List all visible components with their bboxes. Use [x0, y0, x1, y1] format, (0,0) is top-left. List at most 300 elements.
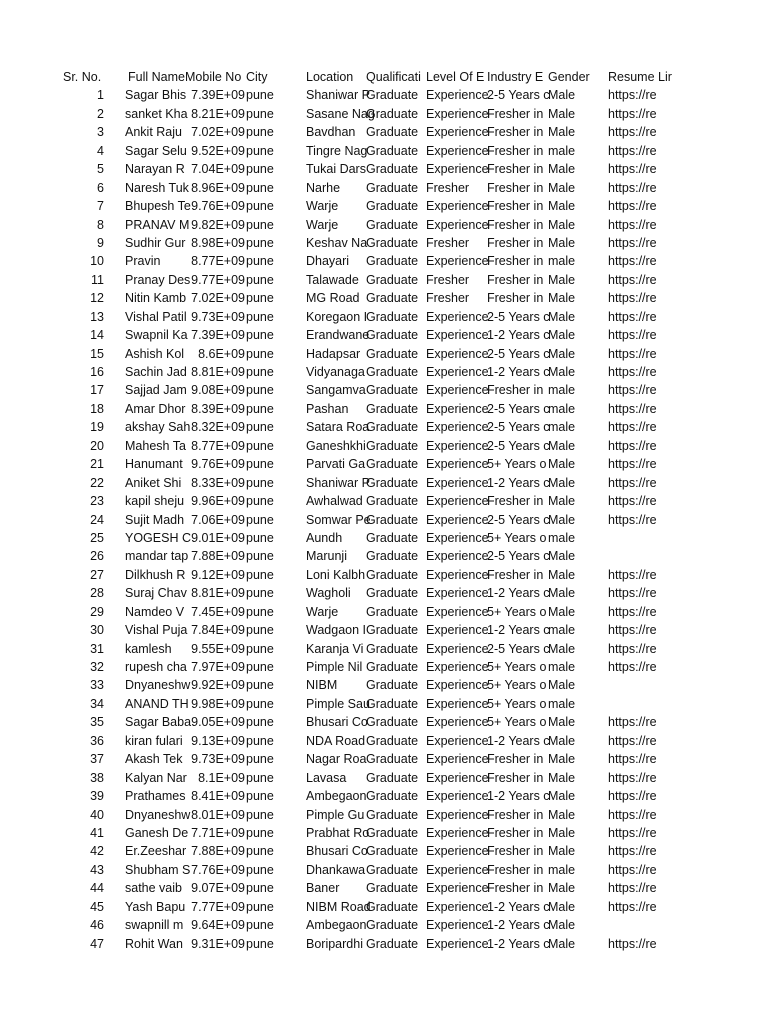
cell-qualification[interactable]: Graduate: [366, 770, 419, 785]
cell-mobile-no[interactable]: 7.77E+09: [191, 899, 245, 914]
cell-full-name[interactable]: Naresh Tuk: [125, 180, 189, 195]
cell-level-of-experience[interactable]: Fresher: [426, 235, 470, 250]
cell-industry-experience[interactable]: 2-5 Years c: [487, 549, 550, 564]
cell-resume-link[interactable]: https://re: [608, 272, 657, 287]
cell-location[interactable]: Nagar Roa: [306, 752, 367, 767]
cell-gender[interactable]: male: [548, 623, 576, 638]
cell-gender[interactable]: Male: [548, 549, 576, 564]
cell-gender[interactable]: Male: [548, 475, 576, 490]
cell-level-of-experience[interactable]: Fresher: [426, 180, 470, 195]
cell-qualification[interactable]: Graduate: [366, 862, 419, 877]
cell-city[interactable]: pune: [246, 291, 274, 306]
cell-city[interactable]: pune: [246, 936, 274, 951]
cell-level-of-experience[interactable]: Experience: [426, 494, 489, 509]
cell-location[interactable]: Boripardhi: [306, 936, 363, 951]
cell-resume-link[interactable]: https://re: [608, 346, 657, 361]
cell-location[interactable]: Parvati Ga: [306, 457, 366, 472]
cell-location[interactable]: Tukai Dars: [306, 162, 366, 177]
cell-location[interactable]: Erandwane: [306, 328, 370, 343]
cell-qualification[interactable]: Graduate: [366, 420, 419, 435]
cell-location[interactable]: Ambegaon: [306, 918, 367, 933]
cell-mobile-no[interactable]: 8.21E+09: [191, 106, 245, 121]
cell-level-of-experience[interactable]: Experience: [426, 604, 489, 619]
cell-city[interactable]: pune: [246, 567, 274, 582]
cell-industry-experience[interactable]: 5+ Years o: [487, 696, 547, 711]
cell-location[interactable]: Loni Kalbh: [306, 567, 366, 582]
cell-gender[interactable]: male: [548, 696, 576, 711]
cell-resume-link[interactable]: https://re: [608, 383, 657, 398]
cell-qualification[interactable]: Graduate: [366, 106, 419, 121]
cell-level-of-experience[interactable]: Experience: [426, 899, 489, 914]
cell-mobile-no[interactable]: 9.76E+09: [191, 457, 245, 472]
cell-full-name[interactable]: Aniket Shi: [125, 475, 182, 490]
cell-city[interactable]: pune: [246, 752, 274, 767]
cell-mobile-no[interactable]: 8.77E+09: [191, 254, 245, 269]
cell-sr-no[interactable]: 31: [90, 641, 104, 656]
cell-full-name[interactable]: Sujit Madh: [125, 512, 185, 527]
cell-location[interactable]: NIBM Road: [306, 899, 371, 914]
cell-level-of-experience[interactable]: Experience: [426, 328, 489, 343]
cell-gender[interactable]: male: [548, 530, 576, 545]
cell-sr-no[interactable]: 4: [97, 143, 104, 158]
cell-resume-link[interactable]: https://re: [608, 807, 657, 822]
cell-mobile-no[interactable]: 9.98E+09: [191, 696, 245, 711]
cell-sr-no[interactable]: 40: [90, 807, 104, 822]
cell-resume-link[interactable]: https://re: [608, 162, 657, 177]
cell-mobile-no[interactable]: 7.02E+09: [191, 291, 245, 306]
cell-location[interactable]: Awhalwad: [306, 494, 363, 509]
cell-level-of-experience[interactable]: Experience: [426, 401, 489, 416]
cell-mobile-no[interactable]: 9.82E+09: [191, 217, 245, 232]
cell-resume-link[interactable]: https://re: [608, 825, 657, 840]
cell-full-name[interactable]: Namdeo V: [125, 604, 185, 619]
cell-gender[interactable]: male: [548, 401, 576, 416]
cell-location[interactable]: Somwar Pe: [306, 512, 371, 527]
cell-location[interactable]: Pimple Nil: [306, 660, 363, 674]
cell-gender[interactable]: Male: [548, 88, 576, 103]
cell-resume-link[interactable]: https://re: [608, 254, 657, 269]
cell-resume-link[interactable]: https://re: [608, 291, 657, 306]
cell-qualification[interactable]: Graduate: [366, 346, 419, 361]
cell-industry-experience[interactable]: 1-2 Years c: [487, 623, 550, 638]
cell-level-of-experience[interactable]: Experience: [426, 918, 489, 933]
cell-gender[interactable]: Male: [548, 733, 576, 748]
cell-resume-link[interactable]: https://re: [608, 309, 657, 324]
cell-level-of-experience[interactable]: Experience: [426, 143, 489, 158]
cell-mobile-no[interactable]: 9.12E+09: [191, 567, 245, 582]
cell-gender[interactable]: Male: [548, 844, 576, 859]
cell-mobile-no[interactable]: 9.55E+09: [191, 641, 245, 656]
cell-mobile-no[interactable]: 8.32E+09: [191, 420, 245, 435]
cell-qualification[interactable]: Graduate: [366, 733, 419, 748]
cell-sr-no[interactable]: 2: [97, 106, 104, 121]
cell-sr-no[interactable]: 39: [90, 789, 104, 804]
cell-mobile-no[interactable]: 9.73E+09: [191, 309, 245, 324]
cell-city[interactable]: pune: [246, 862, 274, 877]
cell-location[interactable]: Sangamva: [306, 383, 366, 398]
cell-industry-experience[interactable]: 5+ Years o: [487, 660, 547, 674]
cell-gender[interactable]: Male: [548, 678, 576, 693]
cell-location[interactable]: Vidyanaga: [306, 365, 365, 379]
cell-industry-experience[interactable]: 1-2 Years c: [487, 586, 550, 601]
cell-city[interactable]: pune: [246, 217, 274, 232]
cell-sr-no[interactable]: 44: [90, 881, 104, 896]
cell-location[interactable]: Wadgaon I: [306, 623, 366, 638]
cell-city[interactable]: pune: [246, 789, 274, 804]
cell-city[interactable]: pune: [246, 420, 274, 435]
cell-sr-no[interactable]: 22: [90, 475, 104, 490]
cell-resume-link[interactable]: https://re: [608, 457, 657, 472]
cell-city[interactable]: pune: [246, 623, 274, 638]
cell-full-name[interactable]: Mahesh Ta: [125, 438, 186, 453]
cell-level-of-experience[interactable]: Experience: [426, 254, 489, 269]
cell-city[interactable]: pune: [246, 825, 274, 840]
cell-qualification[interactable]: Graduate: [366, 660, 419, 674]
cell-resume-link[interactable]: https://re: [608, 235, 657, 250]
cell-mobile-no[interactable]: 9.76E+09: [191, 199, 245, 214]
cell-qualification[interactable]: Graduate: [366, 383, 419, 398]
cell-resume-link[interactable]: https://re: [608, 936, 657, 951]
cell-industry-experience[interactable]: 5+ Years o: [487, 457, 547, 472]
cell-industry-experience[interactable]: 2-5 Years c: [487, 401, 550, 416]
cell-sr-no[interactable]: 3: [97, 125, 104, 140]
cell-sr-no[interactable]: 34: [90, 696, 104, 711]
cell-gender[interactable]: Male: [548, 346, 576, 361]
cell-city[interactable]: pune: [246, 660, 274, 674]
cell-sr-no[interactable]: 25: [90, 530, 104, 545]
cell-mobile-no[interactable]: 7.97E+09: [191, 660, 245, 674]
cell-full-name[interactable]: rupesh cha: [125, 660, 187, 674]
cell-gender[interactable]: Male: [548, 162, 576, 177]
cell-city[interactable]: pune: [246, 199, 274, 214]
cell-resume-link[interactable]: https://re: [608, 789, 657, 804]
cell-sr-no[interactable]: 45: [90, 899, 104, 914]
cell-industry-experience[interactable]: 1-2 Years c: [487, 475, 550, 490]
cell-city[interactable]: pune: [246, 530, 274, 545]
cell-location[interactable]: Lavasa: [306, 770, 347, 785]
cell-full-name[interactable]: Dnyaneshw: [125, 678, 191, 693]
cell-level-of-experience[interactable]: Experience: [426, 549, 489, 564]
cell-level-of-experience[interactable]: Fresher: [426, 291, 470, 306]
cell-qualification[interactable]: Graduate: [366, 438, 419, 453]
cell-sr-no[interactable]: 15: [90, 346, 104, 361]
cell-mobile-no[interactable]: 7.84E+09: [191, 623, 245, 638]
cell-sr-no[interactable]: 17: [90, 383, 104, 398]
cell-level-of-experience[interactable]: Experience: [426, 457, 489, 472]
cell-city[interactable]: pune: [246, 844, 274, 859]
cell-resume-link[interactable]: https://re: [608, 567, 657, 582]
cell-level-of-experience[interactable]: Experience: [426, 623, 489, 638]
cell-location[interactable]: Baner: [306, 881, 340, 896]
cell-level-of-experience[interactable]: Experience: [426, 106, 489, 121]
cell-city[interactable]: pune: [246, 162, 274, 177]
cell-industry-experience[interactable]: Fresher in: [487, 494, 544, 509]
cell-gender[interactable]: Male: [548, 604, 576, 619]
cell-gender[interactable]: Male: [548, 881, 576, 896]
cell-gender[interactable]: Male: [548, 494, 576, 509]
cell-level-of-experience[interactable]: Experience: [426, 789, 489, 804]
cell-gender[interactable]: Male: [548, 752, 576, 767]
cell-full-name[interactable]: kapil sheju: [125, 494, 185, 509]
cell-location[interactable]: Karanja Vi: [306, 641, 364, 656]
cell-sr-no[interactable]: 42: [90, 844, 104, 859]
cell-mobile-no[interactable]: 8.33E+09: [191, 475, 245, 490]
cell-resume-link[interactable]: https://re: [608, 88, 657, 103]
cell-qualification[interactable]: Graduate: [366, 88, 419, 103]
cell-location[interactable]: Satara Roa: [306, 420, 370, 435]
cell-gender[interactable]: male: [548, 254, 576, 269]
cell-mobile-no[interactable]: 9.96E+09: [191, 494, 245, 509]
cell-sr-no[interactable]: 28: [90, 586, 104, 601]
cell-qualification[interactable]: Graduate: [366, 825, 419, 840]
cell-full-name[interactable]: Sajjad Jam: [125, 383, 187, 398]
cell-mobile-no[interactable]: 8.77E+09: [191, 438, 245, 453]
cell-qualification[interactable]: Graduate: [366, 678, 419, 693]
cell-full-name[interactable]: sanket Kha: [125, 106, 188, 121]
cell-resume-link[interactable]: https://re: [608, 475, 657, 490]
cell-location[interactable]: Pimple Sau: [306, 696, 370, 711]
cell-full-name[interactable]: Akash Tek: [125, 752, 183, 767]
cell-resume-link[interactable]: https://re: [608, 420, 657, 435]
cell-industry-experience[interactable]: 2-5 Years c: [487, 512, 550, 527]
cell-resume-link[interactable]: https://re: [608, 401, 657, 416]
cell-sr-no[interactable]: 43: [90, 862, 104, 877]
cell-resume-link[interactable]: https://re: [608, 180, 657, 195]
cell-full-name[interactable]: Suraj Chav: [125, 586, 187, 601]
cell-qualification[interactable]: Graduate: [366, 623, 419, 638]
cell-mobile-no[interactable]: 9.07E+09: [191, 881, 245, 896]
cell-resume-link[interactable]: https://re: [608, 899, 657, 914]
cell-level-of-experience[interactable]: Experience: [426, 936, 489, 951]
cell-qualification[interactable]: Graduate: [366, 696, 419, 711]
cell-level-of-experience[interactable]: Experience: [426, 678, 489, 693]
cell-sr-no[interactable]: 26: [90, 549, 104, 564]
cell-gender[interactable]: Male: [548, 457, 576, 472]
cell-full-name[interactable]: Kalyan Nar: [125, 770, 187, 785]
cell-city[interactable]: pune: [246, 475, 274, 490]
cell-city[interactable]: pune: [246, 586, 274, 601]
cell-gender[interactable]: Male: [548, 641, 576, 656]
cell-resume-link[interactable]: https://re: [608, 715, 657, 730]
cell-gender[interactable]: Male: [548, 899, 576, 914]
cell-gender[interactable]: male: [548, 143, 576, 158]
cell-location[interactable]: MG Road: [306, 291, 360, 306]
cell-sr-no[interactable]: 18: [90, 401, 104, 416]
cell-gender[interactable]: Male: [548, 272, 576, 287]
cell-resume-link[interactable]: https://re: [608, 438, 657, 453]
cell-level-of-experience[interactable]: Experience: [426, 696, 489, 711]
cell-gender[interactable]: Male: [548, 180, 576, 195]
cell-sr-no[interactable]: 11: [91, 272, 104, 287]
cell-level-of-experience[interactable]: Experience: [426, 807, 489, 822]
cell-city[interactable]: pune: [246, 401, 274, 416]
cell-industry-experience[interactable]: 2-5 Years c: [487, 641, 550, 656]
cell-location[interactable]: NDA Road: [306, 733, 366, 748]
cell-sr-no[interactable]: 47: [90, 936, 104, 951]
cell-level-of-experience[interactable]: Experience: [426, 420, 489, 435]
cell-city[interactable]: pune: [246, 346, 274, 361]
cell-full-name[interactable]: mandar tap: [125, 549, 189, 564]
cell-full-name[interactable]: Shubham S: [125, 862, 191, 877]
cell-city[interactable]: pune: [246, 383, 274, 398]
cell-location[interactable]: Marunji: [306, 549, 347, 564]
cell-industry-experience[interactable]: Fresher in: [487, 272, 544, 287]
cell-city[interactable]: pune: [246, 715, 274, 730]
cell-industry-experience[interactable]: 5+ Years o: [487, 604, 547, 619]
cell-city[interactable]: pune: [246, 807, 274, 822]
cell-industry-experience[interactable]: 5+ Years o: [487, 530, 547, 545]
cell-location[interactable]: Dhankawa: [306, 862, 366, 877]
cell-mobile-no[interactable]: 9.08E+09: [191, 383, 245, 398]
cell-industry-experience[interactable]: 1-2 Years c: [487, 899, 550, 914]
cell-sr-no[interactable]: 29: [90, 604, 104, 619]
cell-industry-experience[interactable]: Fresher in: [487, 825, 544, 840]
cell-qualification[interactable]: Graduate: [366, 641, 419, 656]
cell-sr-no[interactable]: 6: [97, 180, 104, 195]
cell-city[interactable]: pune: [246, 678, 274, 693]
cell-resume-link[interactable]: https://re: [608, 641, 657, 656]
cell-full-name[interactable]: Sagar Baba: [125, 715, 192, 730]
cell-industry-experience[interactable]: Fresher in: [487, 844, 544, 859]
cell-resume-link[interactable]: https://re: [608, 365, 657, 379]
cell-full-name[interactable]: Narayan R: [125, 162, 185, 177]
cell-level-of-experience[interactable]: Experience: [426, 733, 489, 748]
cell-qualification[interactable]: Graduate: [366, 272, 419, 287]
cell-sr-no[interactable]: 36: [90, 733, 104, 748]
cell-resume-link[interactable]: https://re: [608, 844, 657, 859]
cell-industry-experience[interactable]: Fresher in: [487, 770, 544, 785]
cell-city[interactable]: pune: [246, 180, 274, 195]
cell-mobile-no[interactable]: 8.96E+09: [191, 180, 245, 195]
cell-full-name[interactable]: Nitin Kamb: [125, 291, 187, 306]
cell-qualification[interactable]: Graduate: [366, 217, 419, 232]
cell-gender[interactable]: Male: [548, 235, 576, 250]
cell-mobile-no[interactable]: 9.13E+09: [191, 733, 245, 748]
cell-sr-no[interactable]: 5: [97, 162, 104, 177]
cell-location[interactable]: Wagholi: [306, 586, 351, 601]
cell-industry-experience[interactable]: 1-2 Years c: [487, 918, 550, 933]
cell-full-name[interactable]: Vishal Patil: [125, 309, 187, 324]
cell-city[interactable]: pune: [246, 918, 274, 933]
cell-mobile-no[interactable]: 9.31E+09: [191, 936, 245, 951]
cell-location[interactable]: Talawade: [306, 272, 359, 287]
cell-qualification[interactable]: Graduate: [366, 254, 419, 269]
cell-gender[interactable]: Male: [548, 936, 576, 951]
cell-qualification[interactable]: Graduate: [366, 475, 419, 490]
cell-level-of-experience[interactable]: Experience: [426, 199, 489, 214]
cell-mobile-no[interactable]: 8.39E+09: [191, 401, 245, 416]
cell-resume-link[interactable]: https://re: [608, 770, 657, 785]
cell-location[interactable]: NIBM: [306, 678, 338, 693]
cell-industry-experience[interactable]: Fresher in: [487, 567, 544, 582]
cell-location[interactable]: Tingre Nag: [306, 143, 368, 158]
cell-city[interactable]: pune: [246, 770, 274, 785]
cell-city[interactable]: pune: [246, 254, 274, 269]
cell-gender[interactable]: male: [548, 383, 576, 398]
cell-mobile-no[interactable]: 8.01E+09: [191, 807, 245, 822]
cell-qualification[interactable]: Graduate: [366, 494, 419, 509]
cell-city[interactable]: pune: [246, 881, 274, 896]
cell-location[interactable]: Pimple Gu: [306, 807, 365, 822]
cell-resume-link[interactable]: https://re: [608, 881, 657, 896]
cell-qualification[interactable]: Graduate: [366, 604, 419, 619]
cell-mobile-no[interactable]: 8.98E+09: [191, 235, 245, 250]
cell-gender[interactable]: Male: [548, 328, 576, 343]
cell-industry-experience[interactable]: 1-2 Years c: [487, 789, 550, 804]
cell-full-name[interactable]: Ashish Kol: [125, 346, 185, 361]
cell-qualification[interactable]: Graduate: [366, 125, 419, 140]
cell-level-of-experience[interactable]: Experience: [426, 383, 489, 398]
cell-location[interactable]: Warje: [306, 199, 339, 214]
cell-industry-experience[interactable]: Fresher in: [487, 862, 544, 877]
cell-location[interactable]: Ganeshkhi: [306, 438, 366, 453]
cell-full-name[interactable]: Rohit Wan: [125, 936, 183, 951]
cell-full-name[interactable]: Dnyaneshw: [125, 807, 191, 822]
cell-industry-experience[interactable]: Fresher in: [487, 162, 544, 177]
cell-full-name[interactable]: Er.Zeeshar: [125, 844, 187, 859]
cell-qualification[interactable]: Graduate: [366, 235, 419, 250]
cell-full-name[interactable]: Pravin: [125, 254, 161, 269]
cell-city[interactable]: pune: [246, 733, 274, 748]
cell-industry-experience[interactable]: 2-5 Years c: [487, 438, 550, 453]
cell-full-name[interactable]: Sagar Selu: [125, 143, 187, 158]
cell-mobile-no[interactable]: 8.41E+09: [191, 789, 245, 804]
cell-resume-link[interactable]: https://re: [608, 660, 657, 674]
cell-industry-experience[interactable]: 1-2 Years c: [487, 936, 550, 951]
cell-location[interactable]: Dhayari: [306, 254, 350, 269]
cell-full-name[interactable]: Amar Dhor: [125, 401, 186, 416]
cell-gender[interactable]: Male: [548, 770, 576, 785]
cell-full-name[interactable]: kiran fulari: [125, 733, 183, 748]
cell-resume-link[interactable]: https://re: [608, 623, 657, 638]
cell-industry-experience[interactable]: 2-5 Years c: [487, 420, 550, 435]
cell-city[interactable]: pune: [246, 494, 274, 509]
cell-qualification[interactable]: Graduate: [366, 918, 419, 933]
cell-gender[interactable]: Male: [548, 825, 576, 840]
cell-industry-experience[interactable]: 1-2 Years c: [487, 328, 550, 343]
cell-qualification[interactable]: Graduate: [366, 401, 419, 416]
cell-full-name[interactable]: Sagar Bhis: [125, 88, 187, 103]
cell-sr-no[interactable]: 7: [97, 199, 104, 214]
cell-sr-no[interactable]: 12: [90, 291, 104, 306]
cell-mobile-no[interactable]: 7.88E+09: [191, 844, 245, 859]
cell-sr-no[interactable]: 27: [90, 567, 104, 582]
cell-gender[interactable]: Male: [548, 512, 576, 527]
cell-sr-no[interactable]: 35: [90, 715, 104, 730]
cell-city[interactable]: pune: [246, 899, 274, 914]
cell-full-name[interactable]: Prathames: [125, 789, 186, 804]
cell-full-name[interactable]: akshay Sah: [125, 420, 191, 435]
cell-level-of-experience[interactable]: Experience: [426, 309, 489, 324]
cell-level-of-experience[interactable]: Experience: [426, 844, 489, 859]
cell-qualification[interactable]: Graduate: [366, 530, 419, 545]
cell-mobile-no[interactable]: 7.76E+09: [191, 862, 245, 877]
cell-sr-no[interactable]: 9: [97, 235, 104, 250]
cell-location[interactable]: Narhe: [306, 180, 341, 195]
cell-sr-no[interactable]: 30: [90, 623, 104, 638]
cell-mobile-no[interactable]: 7.02E+09: [191, 125, 245, 140]
cell-city[interactable]: pune: [246, 604, 274, 619]
cell-mobile-no[interactable]: 8.6E+09: [198, 346, 245, 361]
cell-location[interactable]: Bhusari Co: [306, 715, 368, 730]
cell-full-name[interactable]: ANAND TH: [125, 696, 189, 711]
cell-sr-no[interactable]: 1: [97, 88, 104, 103]
cell-mobile-no[interactable]: 7.39E+09: [191, 88, 245, 103]
cell-full-name[interactable]: Dilkhush R: [125, 567, 186, 582]
cell-level-of-experience[interactable]: Experience: [426, 217, 489, 232]
cell-location[interactable]: Shaniwar P: [306, 475, 370, 490]
cell-full-name[interactable]: kamlesh: [125, 641, 172, 656]
